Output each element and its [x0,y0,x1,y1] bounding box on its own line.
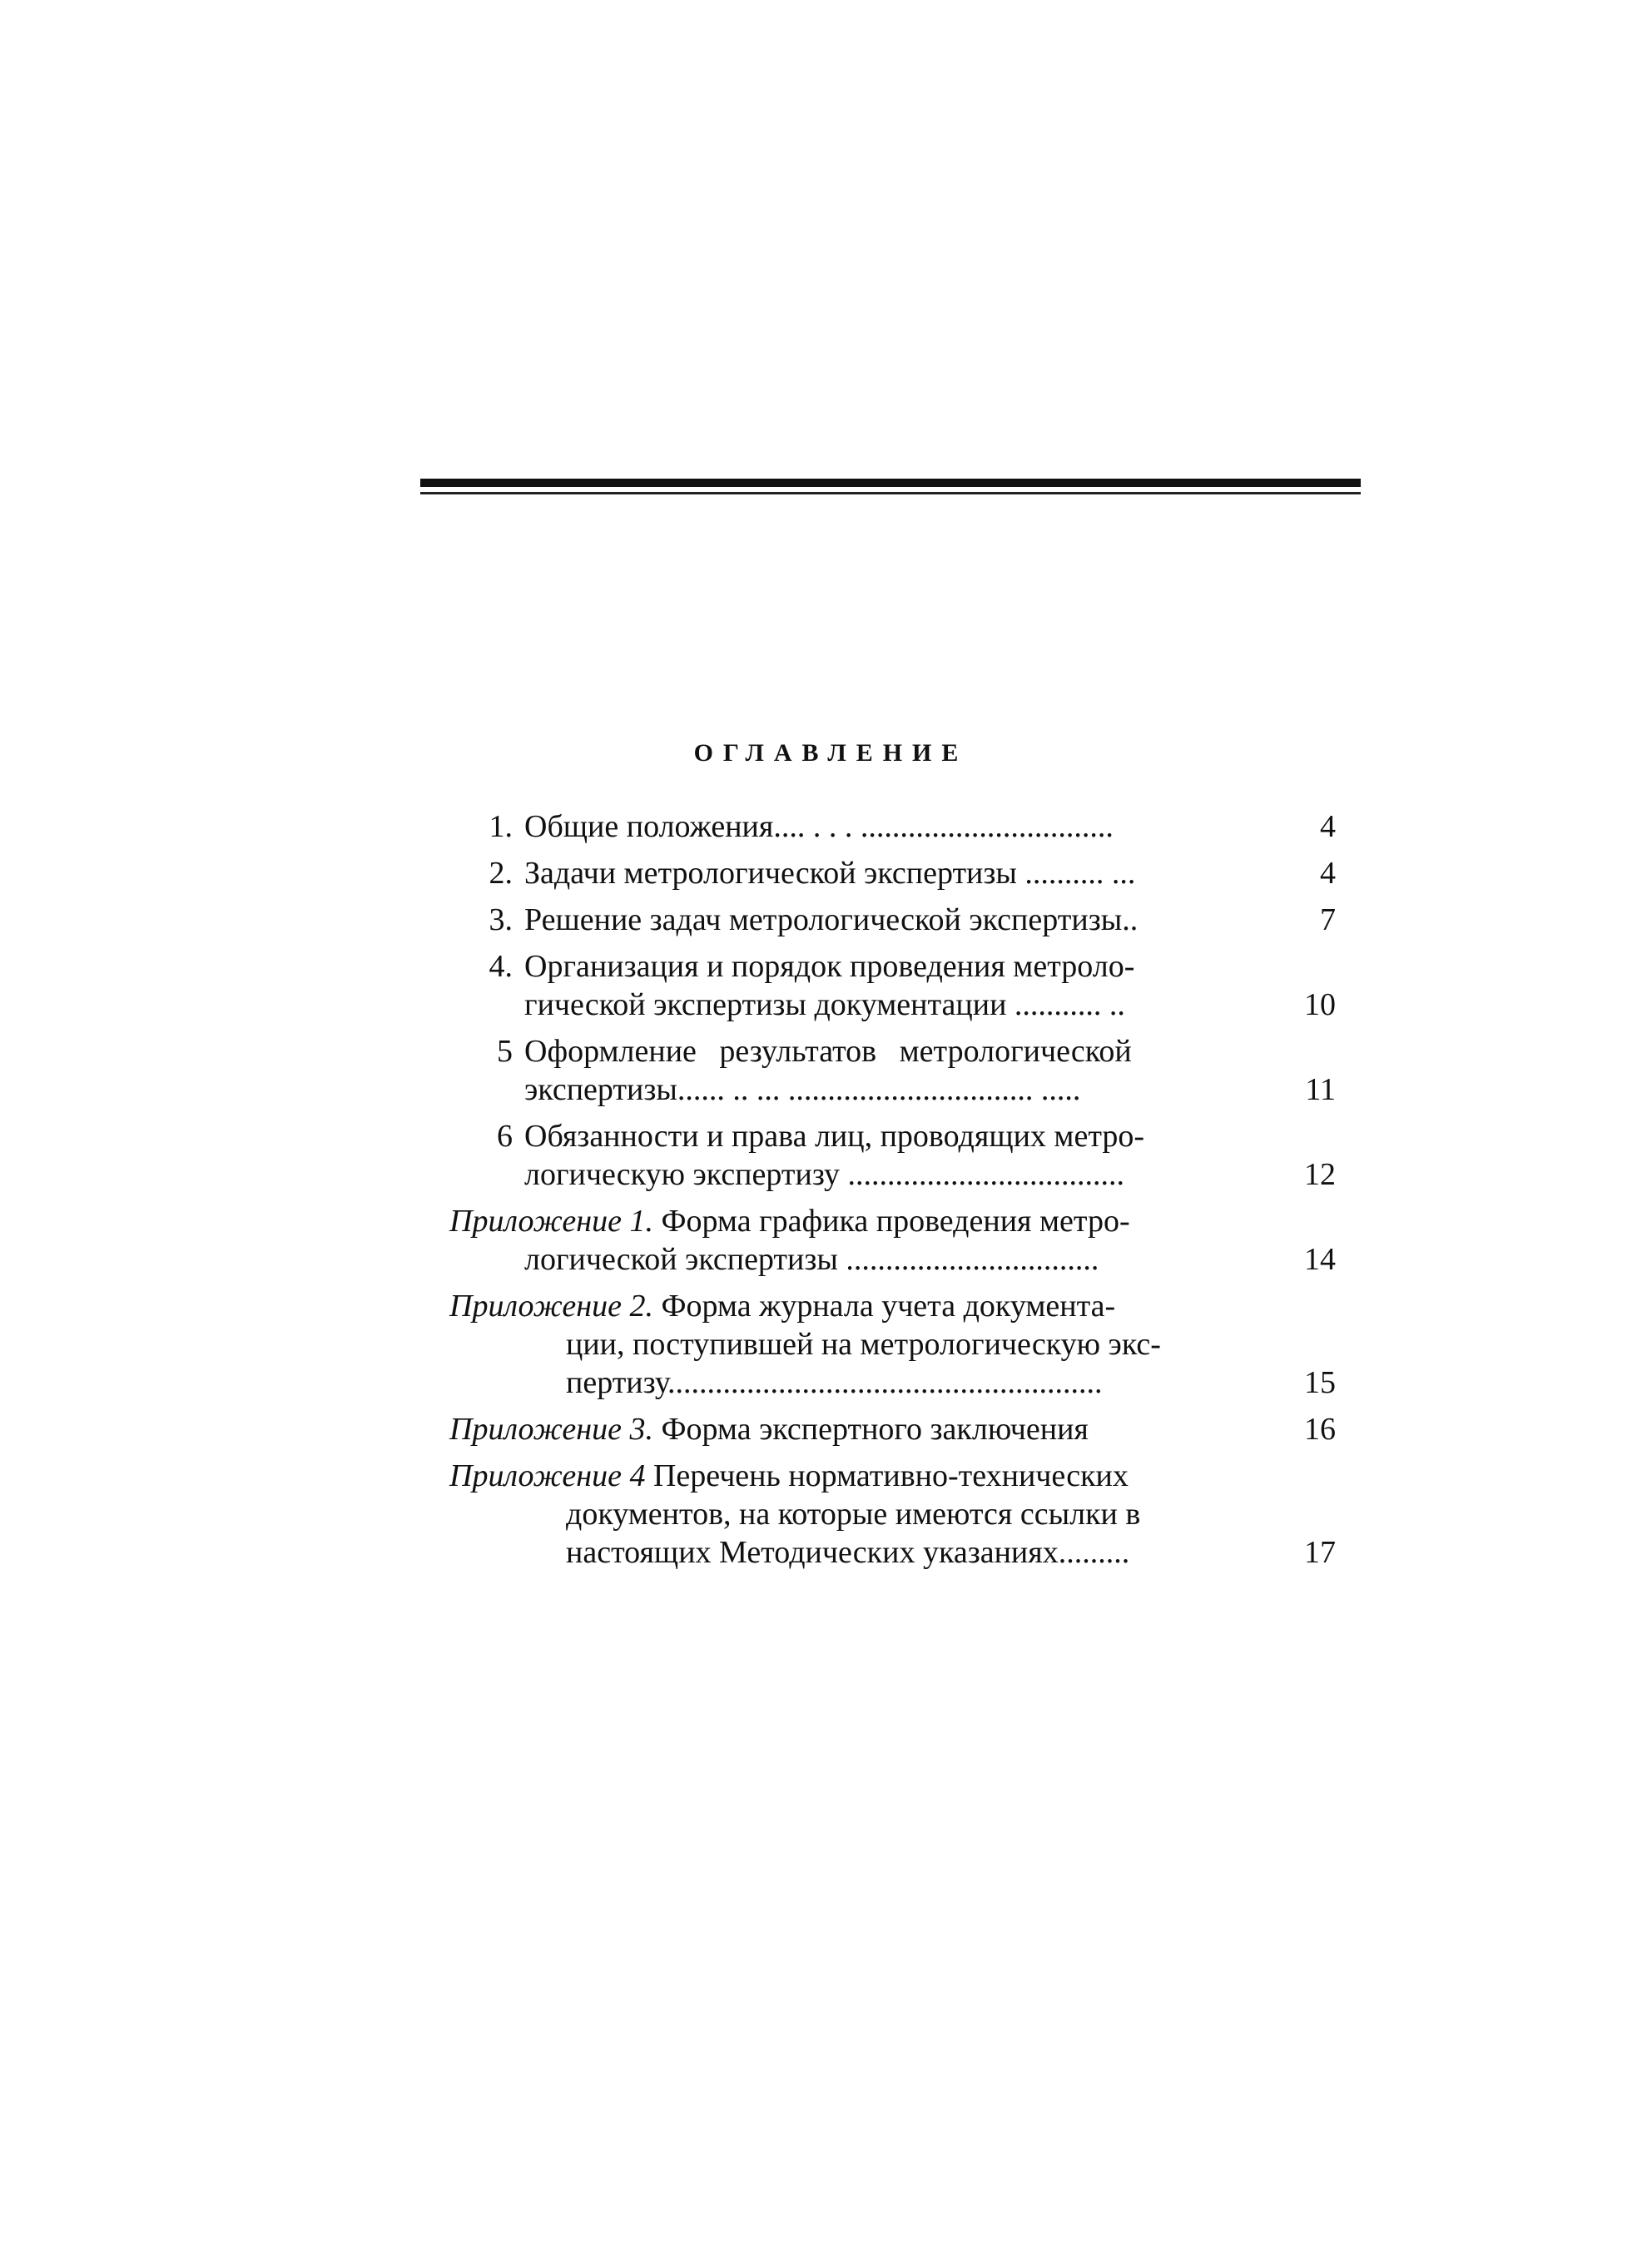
toc-appendix-1[interactable] [449,1202,1336,1279]
toc-entry-text [524,901,1242,939]
appendix-line: логической экспертизы ................................ [524,1242,1099,1277]
toc-title: ОГЛАВЛЕНИЕ [693,739,969,767]
toc-entry-6[interactable] [449,1117,1336,1194]
toc-entry-text [524,1117,1242,1194]
toc-entry-line: Оформление результатов метрологической [524,1034,1132,1069]
toc-entry-line: логическую экспертизу ................................... [524,1157,1125,1192]
appendix-label: Приложение 1. [449,1204,653,1239]
appendix-title: Форма экспертного заключения [652,1412,1089,1447]
toc-entry-2[interactable] [449,854,1336,892]
toc-entry-line: Решение задач метрологической экспертизы.. [524,902,1139,937]
toc-entry-line: Обязанности и права лиц, проводящих метро- [524,1119,1145,1154]
appendix-line: документов, на которые имеются ссылки в [566,1497,1141,1532]
toc-entry-3[interactable] [449,901,1336,939]
toc-entry-page: 10 [1304,987,1336,1022]
toc-entry-number: 5 [497,1034,513,1069]
toc-entry-line: Организация и порядок проведения метроло- [524,949,1135,984]
toc-entry-number: 2. [489,856,513,891]
appendix-label: Приложение 4 [449,1458,646,1493]
toc-entry-page: 12 [1304,1157,1336,1192]
toc-appendix-text [449,1202,1242,1279]
toc-entry-text [524,1032,1242,1109]
appendix-line: настоящих Методических указаниях......... [566,1535,1130,1570]
toc-appendix-3[interactable] [449,1410,1336,1448]
toc-entry-number: 4. [489,949,513,984]
toc-entry-4[interactable] [449,947,1336,1024]
toc-entry-number: 1. [489,809,513,844]
appendix-label: Приложение 2. [449,1289,653,1324]
toc-entry-page: 4 [1320,809,1336,844]
toc-entry-1[interactable] [449,807,1336,846]
toc-entry-page: 14 [1304,1242,1336,1277]
toc-entry-page: 15 [1304,1365,1336,1400]
appendix-title: Форма графика проведения метро- [652,1204,1130,1239]
toc-entry-number: 6 [497,1119,513,1154]
toc-entry-text [524,854,1242,892]
toc-appendix-2[interactable] [449,1287,1336,1402]
appendix-title: Форма журнала учета документа- [652,1289,1116,1324]
appendix-line: пертизу....................................................... [566,1365,1103,1400]
toc-entry-page: 11 [1305,1072,1336,1107]
appendix-title: Перечень нормативно-технических [645,1458,1129,1493]
toc-appendix-4[interactable] [449,1457,1336,1572]
toc-entry-5[interactable] [449,1032,1336,1109]
toc-entry-page: 17 [1304,1535,1336,1570]
header-rule-thick [420,479,1361,487]
toc-entry-line: Общие положения.... . . . ................................ [524,809,1114,844]
toc-entry-line: экспертизы...... .. ... ............................... ..... [524,1072,1081,1107]
toc-entry-text [524,807,1242,846]
toc-entry-page: 4 [1320,856,1336,891]
toc-entry-page: 7 [1320,902,1336,937]
toc-appendix-text [449,1287,1242,1402]
toc-entry-text [524,947,1242,1024]
toc-entry-line: Задачи метрологической экспертизы .......... ... [524,856,1136,891]
toc-entry-number: 3. [489,902,513,937]
appendix-label: Приложение 3. [449,1412,653,1447]
appendix-line: ции, поступившей на метрологическую экс- [566,1327,1161,1362]
toc-appendix-text [449,1410,1242,1448]
toc-appendix-text [449,1457,1242,1572]
toc-entry-line: гической экспертизы документации ........... .. [524,987,1125,1022]
table-of-contents [449,807,1336,1580]
toc-entry-page: 16 [1304,1412,1336,1447]
header-rule-thin [420,492,1361,494]
